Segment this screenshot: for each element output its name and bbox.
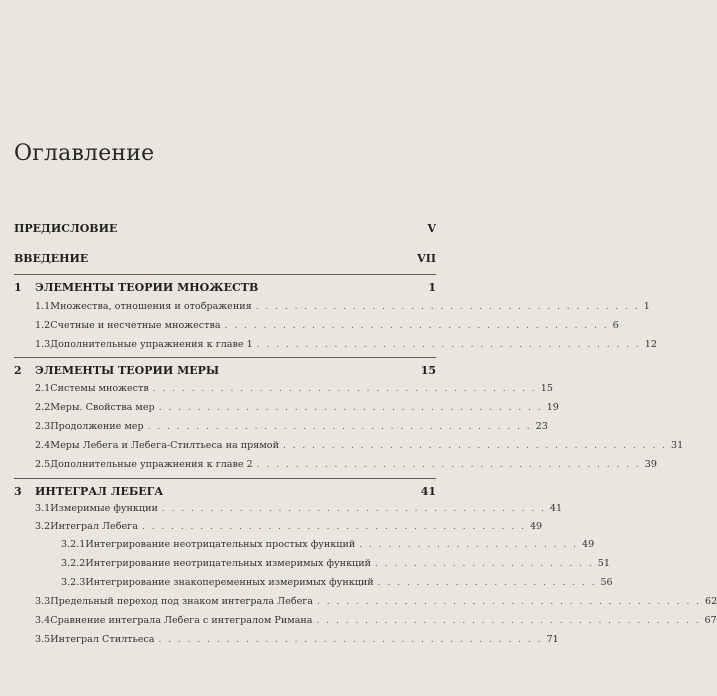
subsection-page: 56 [600,577,613,588]
section-title: Сравнение интеграла Лебега с интегралом Римана [50,615,313,626]
section-title: Множества, отношения и отображения [50,301,252,312]
section-title: Интеграл Стилтьеса [50,634,155,645]
toc-section[interactable] [14,634,559,645]
toc-entry-page: V [427,222,436,235]
subsection-title: Интегрирование знакопеременных измеримых функций [85,577,374,588]
chapter-page: 15 [420,364,436,377]
section-page: 19 [546,402,559,413]
toc-section[interactable] [14,521,543,532]
section-page: 39 [644,459,657,470]
toc-entry-introduction[interactable] [14,252,436,265]
dot-leader: . . . . . . . . . . . . . . . . . . . . . . . . . . . . . . . . . . . . . . . . [161,504,546,514]
toc-entry-preface[interactable] [14,222,436,235]
section-number: 2.3 [35,421,51,432]
section-number: 2.5 [35,459,51,470]
section-number: 1.2 [35,320,51,331]
dot-leader: . . . . . . . . . . . . . . . . . . . . . . . . . . . . . . . . . . . . . . . . [317,597,702,607]
toc-chapter-3[interactable] [14,485,436,498]
section-page: 15 [540,383,553,394]
section-number: 2.1 [35,383,51,394]
toc-entry-label: ПРЕДИСЛОВИЕ [14,222,118,235]
section-page: 41 [549,503,563,514]
dot-leader: . . . . . . . . . . . . . . . . . . . . . . . [359,540,578,550]
dot-leader: . . . . . . . . . . . . . . . . . . . . . . . . . . . . . . . . . . . . . . . . [316,616,701,626]
toc-section[interactable] [14,459,657,470]
toc-section[interactable] [14,503,563,514]
dot-leader: . . . . . . . . . . . . . . . . . . . . . . . . . . . . . . . . . . . . . . . . [147,422,532,432]
section-page: 12 [644,339,657,350]
chapter-page: 41 [420,485,436,498]
chapter-number: 2 [14,364,22,377]
section-page: 6 [612,320,619,331]
toc-section[interactable] [14,320,619,331]
section-number: 3.3 [35,596,51,607]
chapter-title: ЭЛЕМЕНТЫ ТЕОРИИ МЕРЫ [35,364,220,377]
dot-leader: . . . . . . . . . . . . . . . . . . . . . . . . . . . . . . . . . . . . . . . . [152,384,537,394]
divider [14,274,436,275]
toc-section[interactable] [14,440,684,451]
dot-leader: . . . . . . . . . . . . . . . . . . . . . . . . . . . . . . . . . . . . . . . . [255,302,640,312]
divider [14,478,436,479]
toc-chapter-1[interactable] [14,281,436,294]
section-title: Предельный переход под знаком интеграла Лебега [50,596,314,607]
toc-section[interactable] [14,383,553,394]
dot-leader: . . . . . . . . . . . . . . . . . . . . . . . . . . . . . . . . . . . . . . . . [256,340,641,350]
dot-leader: . . . . . . . . . . . . . . . . . . . . . . . . . . . . . . . . . . . . . . . . [158,403,543,413]
subsection-title: Интегрирование неотрицательных простых функций [85,539,356,550]
chapter-title: ИНТЕГРАЛ ЛЕБЕГА [35,485,164,498]
subsection-number: 3.2.1 [61,539,86,550]
section-title: Системы множеств [50,383,149,394]
toc-entry-page: VII [417,252,436,265]
section-page: 67 [704,615,717,626]
toc-subsection[interactable] [14,558,610,569]
subsection-page: 51 [597,558,610,569]
section-title: Дополнительные упражнения к главе 1 [50,339,253,350]
section-page: 31 [670,440,684,451]
section-number: 1.1 [35,301,51,312]
section-title: Интеграл Лебега [50,521,138,532]
toc-section[interactable] [14,301,650,312]
page-title: Оглавление [14,141,155,166]
chapter-number: 1 [14,281,22,294]
toc-section[interactable] [14,615,717,626]
dot-leader: . . . . . . . . . . . . . . . . . . . . . . . . . . . . . . . . . . . . . . . . [256,460,641,470]
dot-leader: . . . . . . . . . . . . . . . . . . . . . . . . . . . . . . . . . . . . . . . . [141,522,526,532]
divider [14,357,436,358]
dot-leader: . . . . . . . . . . . . . . . . . . . . . . . [375,559,594,569]
toc-section[interactable] [14,402,559,413]
section-page: 1 [643,301,650,312]
dot-leader: . . . . . . . . . . . . . . . . . . . . . . . . . . . . . . . . . . . . . . . . [158,635,543,645]
section-title: Измеримые функции [50,503,158,514]
section-page: 23 [535,421,548,432]
dot-leader: . . . . . . . . . . . . . . . . . . . . . . . [377,578,597,588]
toc-chapter-2[interactable] [14,364,436,377]
section-page: 71 [546,634,559,645]
section-title: Продолжение мер [50,421,144,432]
section-page: 49 [529,521,543,532]
subsection-title: Интегрирование неотрицательных измеримых функций [85,558,372,569]
section-title: Меры Лебега и Лебега-Стилтьеса на прямой [50,440,279,451]
toc-section[interactable] [14,421,548,432]
toc-section[interactable] [14,596,717,607]
dot-leader: . . . . . . . . . . . . . . . . . . . . . . . . . . . . . . . . . . . . . . . . [224,321,609,331]
section-number: 3.2 [35,521,51,532]
section-number: 1.3 [35,339,51,350]
subsection-page: 49 [582,539,595,550]
toc-subsection[interactable] [14,577,613,588]
section-title: Меры. Свойства мер [50,402,155,413]
chapter-title: ЭЛЕМЕНТЫ ТЕОРИИ МНОЖЕСТВ [35,281,259,294]
chapter-number: 3 [14,485,22,498]
section-number: 3.1 [35,503,51,514]
section-number: 2.2 [35,402,51,413]
section-title: Дополнительные упражнения к главе 2 [50,459,253,470]
toc-entry-label: ВВЕДЕНИЕ [14,252,89,265]
section-number: 2.4 [35,440,51,451]
section-page: 62 [705,596,717,607]
section-title: Счетные и несчетные множества [50,320,221,331]
section-number: 3.4 [35,615,51,626]
subsection-number: 3.2.2 [61,558,86,569]
dot-leader: . . . . . . . . . . . . . . . . . . . . . . . . . . . . . . . . . . . . . . . . [282,441,667,451]
subsection-number: 3.2.3 [61,577,86,588]
section-number: 3.5 [35,634,51,645]
chapter-page: 1 [428,281,436,294]
toc-subsection[interactable] [14,539,595,550]
toc-section[interactable] [14,339,657,350]
